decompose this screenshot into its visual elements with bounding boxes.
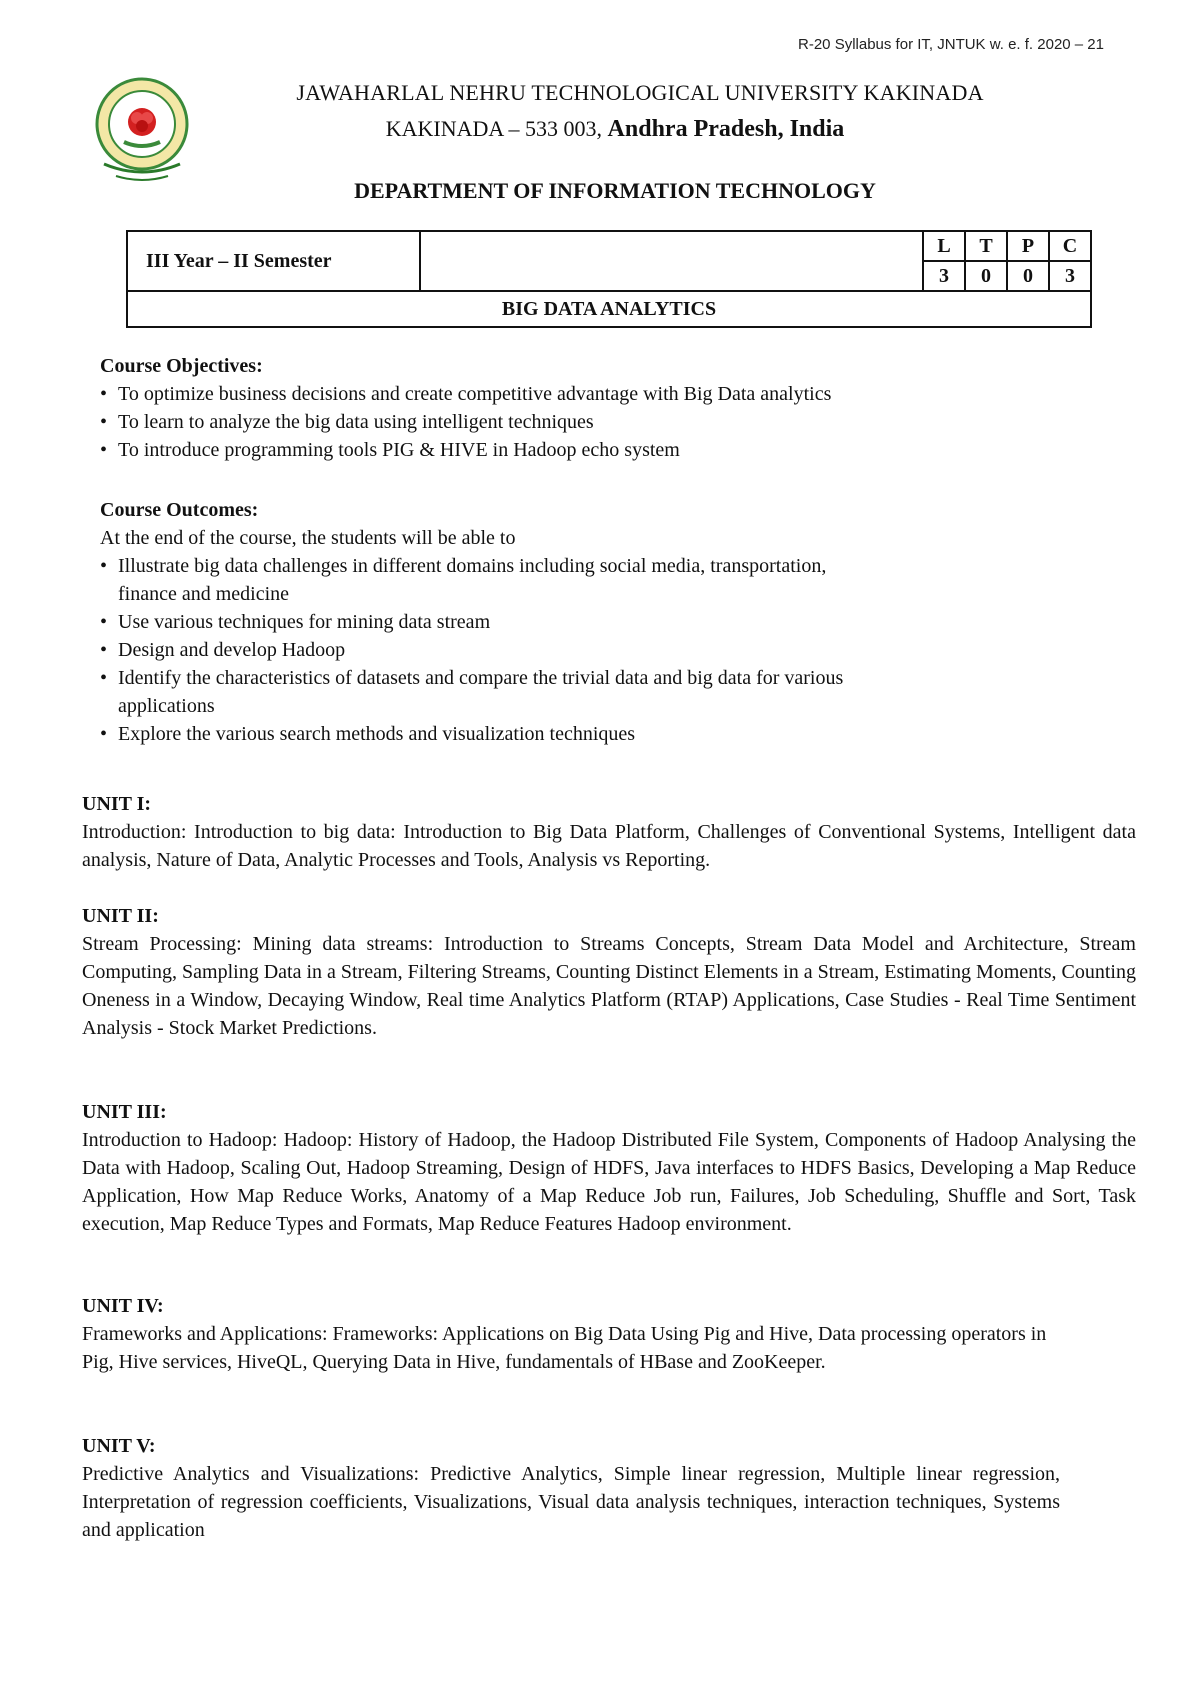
list-item: • Explore the various search methods and visualization techniques bbox=[100, 720, 940, 748]
course-info-table bbox=[126, 230, 1092, 328]
ltpc-header-t: T bbox=[965, 231, 1007, 261]
ltpc-value-p: 0 bbox=[1007, 261, 1049, 291]
ltpc-value-c: 3 bbox=[1049, 261, 1091, 291]
unit-title: UNIT V: bbox=[82, 1435, 156, 1457]
city-pin: KAKINADA – 533 003, bbox=[385, 116, 603, 141]
running-header: R-20 Syllabus for IT, JNTUK w. e. f. 2020 – 21 bbox=[798, 36, 1104, 53]
outcomes-list bbox=[100, 552, 940, 748]
blank-cell bbox=[420, 231, 923, 291]
unit-body: Predictive Analytics and Visualizations: Predictive Analytics, Simple linear regression, Multiple linear regression, Interpretation of regression coefficients, Visualizations, Visual data analysis techniques, interaction techniques, Systems and application bbox=[82, 1463, 1060, 1541]
unit-5 bbox=[82, 1432, 1060, 1544]
unit-3 bbox=[82, 1098, 1136, 1238]
list-item: • Illustrate big data challenges in different domains including social media, transportation, finance and medicine bbox=[100, 552, 940, 608]
list-item: • Use various techniques for mining data stream bbox=[100, 608, 940, 636]
unit-body: Introduction to Hadoop: Hadoop: History of Hadoop, the Hadoop Distributed File System, Components of Hadoop Analysing the Data with Hadoop, Scaling Out, Hadoop Streaming, Design of HDFS, Java interfaces to HDFS Basics, Developing a Map Reduce Application, How Map Reduce Works, Anatomy of a Map Reduce Job run, Failures, Job Scheduling, Shuffle and Sort, Task execution, Map Reduce Types and Formats, Map Reduce Features Hadoop environment. bbox=[82, 1129, 1136, 1235]
unit-body: Stream Processing: Mining data streams: Introduction to Streams Concepts, Stream Data Model and Architecture, Stream Computing, Sampling Data in a Stream, Filtering Streams, Counting Distinct Elements in a Stream, Estimating Moments, Counting Oneness in a Window, Decaying Window, Real time Analytics Platform (RTAP) Applications, Case Studies - Real Time Sentiment Analysis - Stock Market Predictions. bbox=[82, 933, 1136, 1039]
objectives-list bbox=[100, 380, 980, 464]
university-address bbox=[0, 116, 1200, 143]
unit-title: UNIT IV: bbox=[82, 1295, 164, 1317]
list-item: • To learn to analyze the big data using intelligent techniques bbox=[100, 408, 980, 436]
unit-1 bbox=[82, 790, 1136, 874]
list-item: • Identify the characteristics of datasets and compare the trivial data and big data for various applications bbox=[100, 664, 940, 720]
unit-2 bbox=[82, 902, 1136, 1042]
outcomes-intro: At the end of the course, the students will be able to bbox=[100, 527, 516, 549]
list-item: • To optimize business decisions and create competitive advantage with Big Data analytics bbox=[100, 380, 980, 408]
state-country: Andhra Pradesh, India bbox=[607, 116, 845, 142]
unit-title: UNIT I: bbox=[82, 793, 152, 815]
unit-4 bbox=[82, 1292, 1060, 1376]
unit-title: UNIT III: bbox=[82, 1101, 167, 1123]
list-item: • Design and develop Hadoop bbox=[100, 636, 940, 664]
university-name: JAWAHARLAL NEHRU TECHNOLOGICAL UNIVERSITY KAKINADA bbox=[296, 80, 984, 105]
unit-title: UNIT II: bbox=[82, 905, 159, 927]
ltpc-header-l: L bbox=[923, 231, 965, 261]
outcomes-heading: Course Outcomes: bbox=[100, 499, 259, 521]
department-title: DEPARTMENT OF INFORMATION TECHNOLOGY bbox=[354, 178, 876, 203]
list-item: • To introduce programming tools PIG & HIVE in Hadoop echo system bbox=[100, 436, 980, 464]
course-title: BIG DATA ANALYTICS bbox=[127, 291, 1091, 327]
course-outcomes bbox=[100, 496, 940, 748]
unit-body: Frameworks and Applications: Frameworks: Applications on Big Data Using Pig and Hive, Data processing operators in Pig, Hive services, HiveQL, Querying Data in Hive, fundamentals of HBase and ZooKeeper. bbox=[82, 1323, 1047, 1373]
ltpc-header-p: P bbox=[1007, 231, 1049, 261]
ltpc-header-c: C bbox=[1049, 231, 1091, 261]
unit-body: Introduction: Introduction to big data: Introduction to Big Data Platform, Challenges of Conventional Systems, Intelligent data analysis, Nature of Data, Analytic Processes and Tools, Analysis vs Reporting. bbox=[82, 821, 1136, 871]
ltpc-value-t: 0 bbox=[965, 261, 1007, 291]
semester-cell: III Year – II Semester bbox=[127, 231, 420, 291]
objectives-heading: Course Objectives: bbox=[100, 355, 263, 377]
ltpc-value-l: 3 bbox=[923, 261, 965, 291]
course-objectives bbox=[100, 352, 980, 464]
